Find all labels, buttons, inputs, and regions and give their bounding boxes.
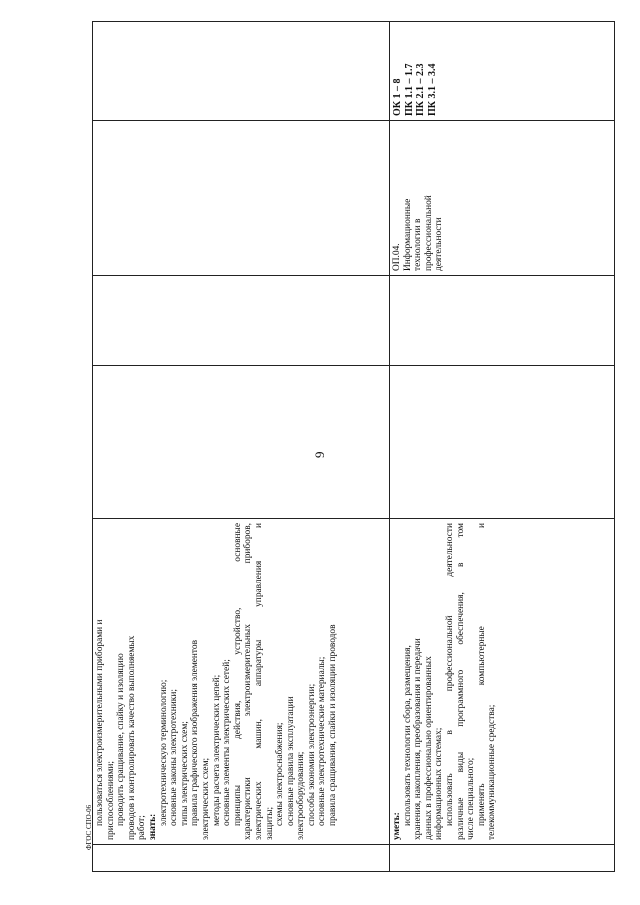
competency-cell: [93, 22, 390, 121]
knowledge-cell: [390, 519, 615, 845]
competency-cell: [390, 22, 615, 121]
index-cell: [93, 845, 390, 872]
text-line: основные законы электротехники;: [169, 689, 180, 826]
text-line: правила сращивания, спайки и изоляции проводов: [328, 624, 339, 826]
discipline-cell: [93, 121, 390, 276]
empty-cell: [93, 366, 390, 519]
page-number: 9: [312, 451, 327, 458]
text-line: основные правила эксплуатации: [285, 696, 296, 826]
text-line: телекоммуникационные средства;: [487, 704, 498, 840]
text-line: данных в профессионально ориентированных: [423, 656, 434, 840]
table-row: [390, 22, 615, 872]
text-line: пользоваться электроизмерительными приборами и: [95, 619, 105, 826]
knowledge-cell: [93, 519, 390, 845]
empty-cell: [93, 276, 390, 366]
table-row: [93, 22, 390, 872]
text-line: электротехническую терминологию;: [158, 679, 169, 826]
text-line: типы электрических схем;: [179, 721, 190, 826]
text-line: основные электротехнические материалы;: [317, 656, 328, 826]
text-line: применять компьютерные и: [476, 523, 487, 826]
empty-cell: [390, 366, 615, 519]
empty-cell: [390, 276, 615, 366]
text-line: проводов и контролировать качество выполняемых: [126, 635, 137, 840]
heading-know: знать:: [147, 813, 158, 840]
text-line: информационных системах;: [434, 727, 445, 840]
text-line: хранения, накопления, преобразования и передачи: [413, 638, 424, 840]
text-line: работ;: [137, 815, 148, 840]
text-line: использовать в профессиональной деятельности: [444, 523, 455, 826]
competency-code: ПК 3.1 – 3.4: [426, 63, 438, 116]
competency-code: ПК 1.1 – 1.7: [403, 63, 415, 116]
text-line: проводить сращивание, спайку и изоляцию: [116, 653, 127, 826]
text-line: приспособлениями;: [105, 761, 116, 840]
index-cell: [390, 845, 615, 872]
text-line: принципы действия, устройство, основные: [232, 523, 243, 826]
competency-code: ОК 1 – 8: [392, 78, 403, 116]
text-line: защиты;: [264, 806, 275, 840]
text-line: использовать технологии сбора, размещения,: [402, 645, 413, 826]
text-line: различные виды программного обеспечения, в том: [455, 523, 466, 840]
competency-code: ПК 2.1 – 2.3: [415, 63, 426, 116]
discipline-name-line: Информационные: [402, 198, 413, 271]
heading-skills: уметь:: [392, 812, 402, 840]
footer-code: ФГОС СПО-06: [85, 804, 93, 850]
text-line: электрических схем;: [200, 757, 211, 840]
text-line: числе специального;: [466, 757, 477, 840]
discipline-name-line: технологии в: [413, 218, 424, 271]
discipline-cell: [390, 121, 615, 276]
discipline-name-line: профессиональной: [423, 195, 434, 271]
text-line: методы расчета электрических цепей;: [211, 674, 222, 826]
text-line: правила графического изображения элементов: [190, 639, 201, 826]
text-line: основные элементы электрических сетей;: [222, 659, 233, 826]
text-line: схемы электроснабжения;: [275, 722, 286, 826]
text-line: способы экономии электроэнергии;: [306, 683, 317, 826]
text-line: электрических машин, аппаратуры управления и: [253, 523, 264, 840]
curriculum-table: [92, 21, 615, 872]
rotated-table-container: [92, 22, 614, 872]
discipline-code: ОП.04.: [392, 243, 402, 271]
discipline-name-line: деятельности: [434, 217, 445, 271]
text-line: электрооборудования;: [296, 751, 307, 840]
text-line: характеристики электроизмерительных приборов,: [243, 523, 254, 840]
